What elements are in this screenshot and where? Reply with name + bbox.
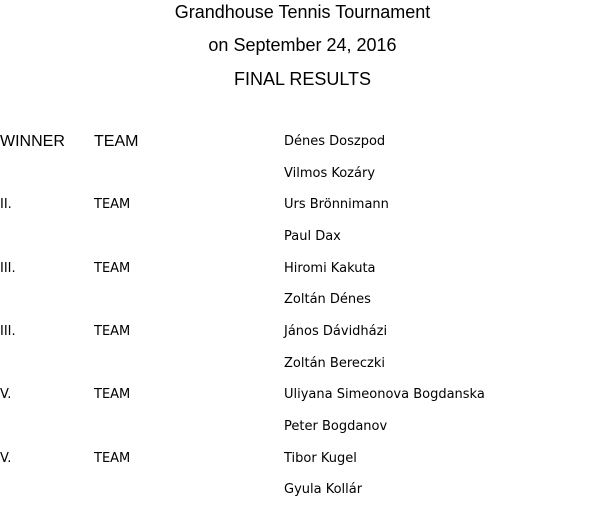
result-place: II. <box>0 197 12 212</box>
result-place: III. <box>0 261 16 276</box>
result-player: Vilmos Kozáry <box>284 166 376 181</box>
result-place: III. <box>0 324 16 339</box>
document-date: on September 24, 2016 <box>208 35 397 55</box>
result-team: TEAM <box>94 133 139 150</box>
result-team: TEAM <box>94 324 131 339</box>
result-place: V. <box>0 451 12 466</box>
result-player: Peter Bogdanov <box>284 419 388 434</box>
result-player: Hiromi Kakuta <box>284 261 376 276</box>
result-player: Dénes Doszpod <box>284 134 386 149</box>
result-player: Zoltán Bereczki <box>284 356 385 371</box>
result-player: Gyula Kollár <box>284 482 363 497</box>
result-team: TEAM <box>94 451 131 466</box>
result-place: WINNER <box>0 133 65 150</box>
document-subtitle: FINAL RESULTS <box>233 69 372 89</box>
result-team: TEAM <box>94 261 131 276</box>
result-player: Paul Dax <box>284 229 341 244</box>
result-place: V. <box>0 387 12 402</box>
result-team: TEAM <box>94 197 131 212</box>
result-player: Tibor Kugel <box>284 451 357 466</box>
document-title: Grandhouse Tennis Tournament <box>174 2 431 22</box>
result-player: Zoltán Dénes <box>284 292 371 307</box>
result-player: János Dávidházi <box>284 324 388 339</box>
result-player: Urs Brönnimann <box>284 197 389 212</box>
result-player: Uliyana Simeonova Bogdanska <box>284 387 485 402</box>
result-team: TEAM <box>94 387 131 402</box>
